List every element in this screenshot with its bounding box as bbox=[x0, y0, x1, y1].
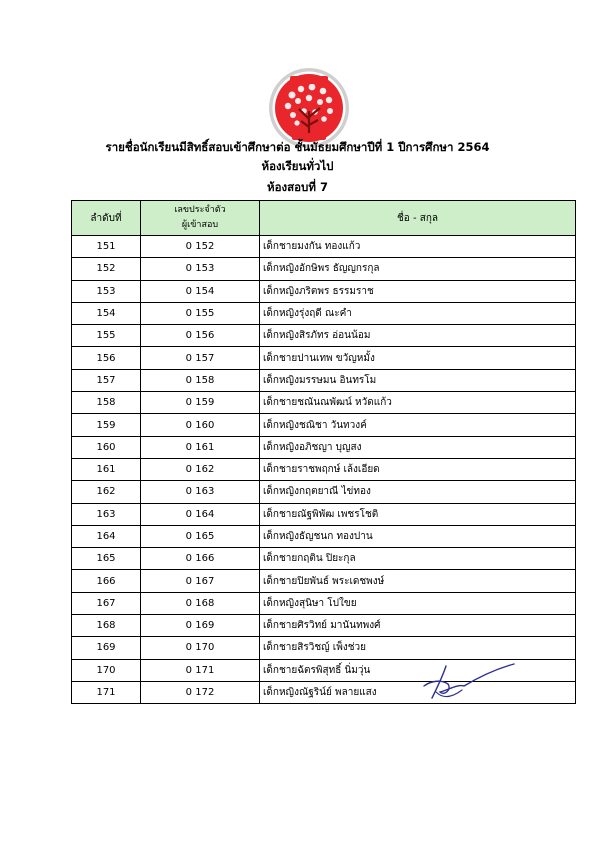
row-order-cell: 158 bbox=[72, 392, 141, 414]
row-name-cell: เด็กชายราชพฤกษ์ เล้งเอียด bbox=[260, 458, 576, 480]
table-row bbox=[72, 236, 576, 258]
row-order-cell: 156 bbox=[72, 347, 141, 369]
row-name-cell: เด็กชายปานเทพ ขวัญหมั้ง bbox=[260, 347, 576, 369]
row-name-cell: เด็กชายปิยพันธ์ พระเดชพงษ์ bbox=[260, 570, 576, 592]
table-row bbox=[72, 525, 576, 547]
row-id-cell: 0 157 bbox=[141, 347, 260, 369]
row-name-cell: เด็กหญิงอภิชญา บุญสง bbox=[260, 436, 576, 458]
row-id-cell: 0 164 bbox=[141, 503, 260, 525]
row-id-cell: 0 163 bbox=[141, 481, 260, 503]
row-order-cell: 155 bbox=[72, 325, 141, 347]
row-id-cell: 0 169 bbox=[141, 615, 260, 637]
row-order-cell: 170 bbox=[72, 659, 141, 681]
row-name-cell: เด็กหญิงสิรภัทร อ่อนน้อม bbox=[260, 325, 576, 347]
row-id-cell: 0 166 bbox=[141, 548, 260, 570]
col-id-header-line1: เลขประจำตัว bbox=[174, 205, 226, 215]
row-order-cell: 167 bbox=[72, 592, 141, 614]
signature-image bbox=[418, 656, 518, 704]
col-id-header-line2: ผู้เข้าสอบ bbox=[181, 220, 219, 230]
row-name-cell: เด็กหญิงรุ่งฤดี ณะคำ bbox=[260, 302, 576, 324]
row-order-cell: 159 bbox=[72, 414, 141, 436]
col-id-header bbox=[141, 201, 260, 236]
col-name-header: ชื่อ - สกุล bbox=[260, 201, 576, 236]
table-row bbox=[72, 570, 576, 592]
table-row bbox=[72, 592, 576, 614]
row-id-cell: 0 154 bbox=[141, 280, 260, 302]
row-order-cell: 157 bbox=[72, 369, 141, 391]
table-row bbox=[72, 503, 576, 525]
row-name-cell: เด็กหญิงภริตพร ธรรมราช bbox=[260, 280, 576, 302]
row-name-cell: เด็กหญิงกฤตยาณี ไข่ทอง bbox=[260, 481, 576, 503]
row-name-cell: เด็กหญิงชณิชา วันทวงค์ bbox=[260, 414, 576, 436]
row-order-cell: 164 bbox=[72, 525, 141, 547]
row-order-cell: 153 bbox=[72, 280, 141, 302]
row-id-cell: 0 165 bbox=[141, 525, 260, 547]
row-id-cell: 0 159 bbox=[141, 392, 260, 414]
row-order-cell: 163 bbox=[72, 503, 141, 525]
table-row bbox=[72, 458, 576, 480]
table-row bbox=[72, 414, 576, 436]
row-order-cell: 171 bbox=[72, 681, 141, 703]
row-id-cell: 0 162 bbox=[141, 458, 260, 480]
row-order-cell: 165 bbox=[72, 548, 141, 570]
room-type: ห้องเรียนทั่วไป bbox=[261, 159, 334, 173]
row-order-cell: 169 bbox=[72, 637, 141, 659]
exam-room: ห้องสอบที่ 7 bbox=[267, 180, 328, 194]
row-id-cell: 0 170 bbox=[141, 637, 260, 659]
row-id-cell: 0 155 bbox=[141, 302, 260, 324]
row-id-cell: 0 171 bbox=[141, 659, 260, 681]
row-name-cell: เด็กชายสิรวิชญ์ เพ็งช่วย bbox=[260, 637, 576, 659]
row-order-cell: 162 bbox=[72, 481, 141, 503]
row-order-cell: 151 bbox=[72, 236, 141, 258]
table-row bbox=[72, 548, 576, 570]
row-id-cell: 0 153 bbox=[141, 258, 260, 280]
row-order-cell: 166 bbox=[72, 570, 141, 592]
col-order-header: ลำดับที่ bbox=[72, 201, 141, 236]
table-row bbox=[72, 258, 576, 280]
row-name-cell: เด็กชายมงกัน ทองแก้ว bbox=[260, 236, 576, 258]
row-order-cell: 160 bbox=[72, 436, 141, 458]
row-name-cell: เด็กหญิงมรรษมน อินทรโม bbox=[260, 369, 576, 391]
row-name-cell: เด็กชายฉัตรพิสุทธิ์ นิ่มวุ่น bbox=[260, 659, 576, 681]
table-header-row bbox=[72, 201, 576, 236]
row-id-cell: 0 160 bbox=[141, 414, 260, 436]
row-name-cell: เด็กหญิงณัฐริน์ย์ พลายแสง bbox=[260, 681, 576, 703]
row-id-cell: 0 167 bbox=[141, 570, 260, 592]
row-name-cell: เด็กชายชณันณพัฒน์ หวัดแก้ว bbox=[260, 392, 576, 414]
row-order-cell: 168 bbox=[72, 615, 141, 637]
row-id-cell: 0 161 bbox=[141, 436, 260, 458]
row-order-cell: 152 bbox=[72, 258, 141, 280]
student-roster-table bbox=[71, 200, 576, 704]
row-name-cell: เด็กหญิงสุนิษา โปใขย bbox=[260, 592, 576, 614]
table-row bbox=[72, 369, 576, 391]
table-row bbox=[72, 615, 576, 637]
table-row bbox=[72, 347, 576, 369]
row-id-cell: 0 158 bbox=[141, 369, 260, 391]
table-row bbox=[72, 325, 576, 347]
roster-body bbox=[72, 236, 576, 704]
row-order-cell: 161 bbox=[72, 458, 141, 480]
row-id-cell: 0 172 bbox=[141, 681, 260, 703]
row-id-cell: 0 156 bbox=[141, 325, 260, 347]
table-row bbox=[72, 481, 576, 503]
row-id-cell: 0 168 bbox=[141, 592, 260, 614]
row-name-cell: เด็กหญิงธัญชนก ทองปาน bbox=[260, 525, 576, 547]
school-logo bbox=[268, 67, 350, 149]
row-name-cell: เด็กชายณัฐพิพัฒ เพชรโชติ bbox=[260, 503, 576, 525]
row-name-cell: เด็กชายศิรวิทย์ มานันทพงศ์ bbox=[260, 615, 576, 637]
table-row bbox=[72, 392, 576, 414]
table-row bbox=[72, 436, 576, 458]
table-row bbox=[72, 280, 576, 302]
document-title: รายชื่อนักเรียนมีสิทธิ์สอบเข้าศึกษาต่อ ชั้นมัธยมศึกษาปีที่ 1 ปีการศึกษา 2564 bbox=[105, 140, 490, 154]
row-id-cell: 0 152 bbox=[141, 236, 260, 258]
table-row bbox=[72, 302, 576, 324]
row-name-cell: เด็กหญิงอักษิพร ธัญญกรกุล bbox=[260, 258, 576, 280]
row-order-cell: 154 bbox=[72, 302, 141, 324]
row-name-cell: เด็กชายกฤติน ปิยะกุล bbox=[260, 548, 576, 570]
